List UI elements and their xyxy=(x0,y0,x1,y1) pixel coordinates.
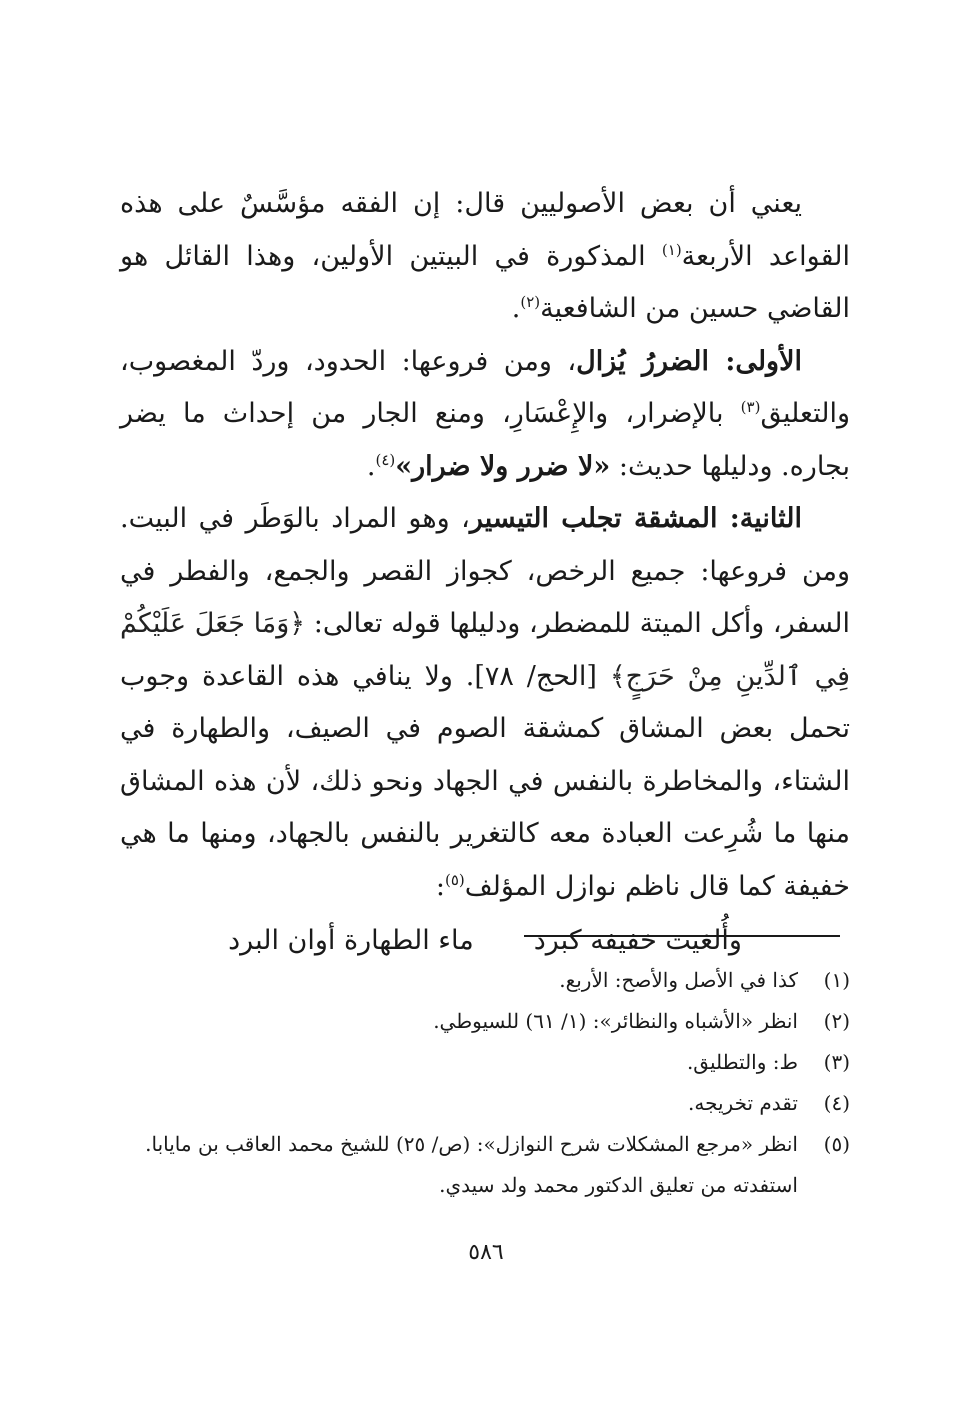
page-number: ٥٨٦ xyxy=(468,1240,504,1265)
footnote-ref[interactable]: (١) xyxy=(661,240,682,259)
text-run: : xyxy=(435,870,445,902)
footnote-text: كذا في الأصل والأصح: الأربع. xyxy=(559,968,798,992)
footnote-ref[interactable]: (٣) xyxy=(740,398,761,416)
text-run: المذكورة في البيتين الأولين، وهذا القائل هو القاضي حسين من الشافعية xyxy=(120,240,850,324)
verse-citation: [الحج/ ٧٨] xyxy=(474,660,610,692)
footnote-text: انظر «مرجع المشكلات شرح النوازل»: (ص/ ٢٥) للشيخ محمد العاقب بن مايابا. استفدته من تعليق الدكتور محمد ولد سيدي. xyxy=(145,1132,798,1197)
footnote-item xyxy=(120,960,850,1001)
text-run: يعني أن بعض الأصوليين قال: إن الفقه مؤسَّسٌ على هذه القواعد الأربعة xyxy=(120,188,851,272)
footnote-number: (١) xyxy=(823,968,850,992)
footnote-number: (٥) xyxy=(823,1132,850,1156)
verse-second-hemistich: ماء الطهارة أوان البرد xyxy=(228,925,474,956)
paragraph-rule-two xyxy=(120,493,850,913)
footnote-divider xyxy=(524,935,840,937)
footnote-number: (٢) xyxy=(823,1009,850,1033)
verse-first-hemistich: وأُلغيت خفيفة كبرد xyxy=(533,925,742,956)
rule-heading: المشقة تجلب التيسير xyxy=(469,503,718,534)
footnote-ref[interactable]: (٥) xyxy=(444,870,465,889)
text-run: ، وهو المراد بالوَطَر في البيت. ومن فروعها: جميع الرخص، كجواز القصر والجمع، والفطر في السفر، وأكل الميتة للمضطر، ودليلها قوله تعالى: xyxy=(120,503,851,639)
text-run: ، ومن فروعها: الحدود، وردّ المغصوب، والتعليق xyxy=(120,345,850,429)
paragraph-intro xyxy=(120,178,850,336)
text-run: . ولا ينافي هذه القاعدة وجوب تحمل بعض المشاق كمشقة الصوم في الصيف، والطهارة في الشتاء، والمخاطرة بالنفس في الجهاد ونحو ذلك، لأن هذه المشاق منها ما شُرِعت العبادة معه كالتغرير بالنفس بالجهاد، ومنها ما هي خفيفة كما قال ناظم نوازل المؤلف xyxy=(120,660,850,902)
text-run: بالإضرار، والإِعْسَارِ، ومنع الجار من إحداث ما يضر بجاره. ودليلها حديث: xyxy=(120,398,850,482)
footnote-item xyxy=(120,1001,850,1042)
footnote-text: انظر «الأشباه والنظائر»: (١/ ٦١) للسيوطي. xyxy=(433,1009,798,1033)
rule-heading: الضررُ يُزال xyxy=(576,345,710,377)
footnote-item xyxy=(120,1042,850,1083)
footnote-number: (٤) xyxy=(823,1091,850,1115)
footnotes xyxy=(120,960,850,1206)
paragraph-rule-one xyxy=(120,336,850,494)
rule-label: الثانية: xyxy=(717,503,803,534)
quran-verse: ﴿وَمَا جَعَلَ عَلَيْكُمْ فِي ٱلدِّينِ مِنْ حَرَجٍ﴾ xyxy=(120,608,850,692)
footnote-item xyxy=(120,1124,850,1206)
text-run: . xyxy=(511,293,521,324)
footnote-ref[interactable]: (٢) xyxy=(520,293,541,311)
main-text xyxy=(120,178,850,967)
text-run: . xyxy=(366,450,376,482)
footnote-ref[interactable]: (٤) xyxy=(375,450,396,469)
hadith-quote: «لا ضرر ولا ضرار» xyxy=(395,450,611,482)
footnote-text: تقدم تخريجه. xyxy=(688,1091,798,1115)
rule-label: الأولى: xyxy=(709,345,802,377)
footnote-number: (٣) xyxy=(823,1050,850,1074)
footnote-item xyxy=(120,1083,850,1124)
footnote-text: ط: والتطليق. xyxy=(686,1050,798,1074)
